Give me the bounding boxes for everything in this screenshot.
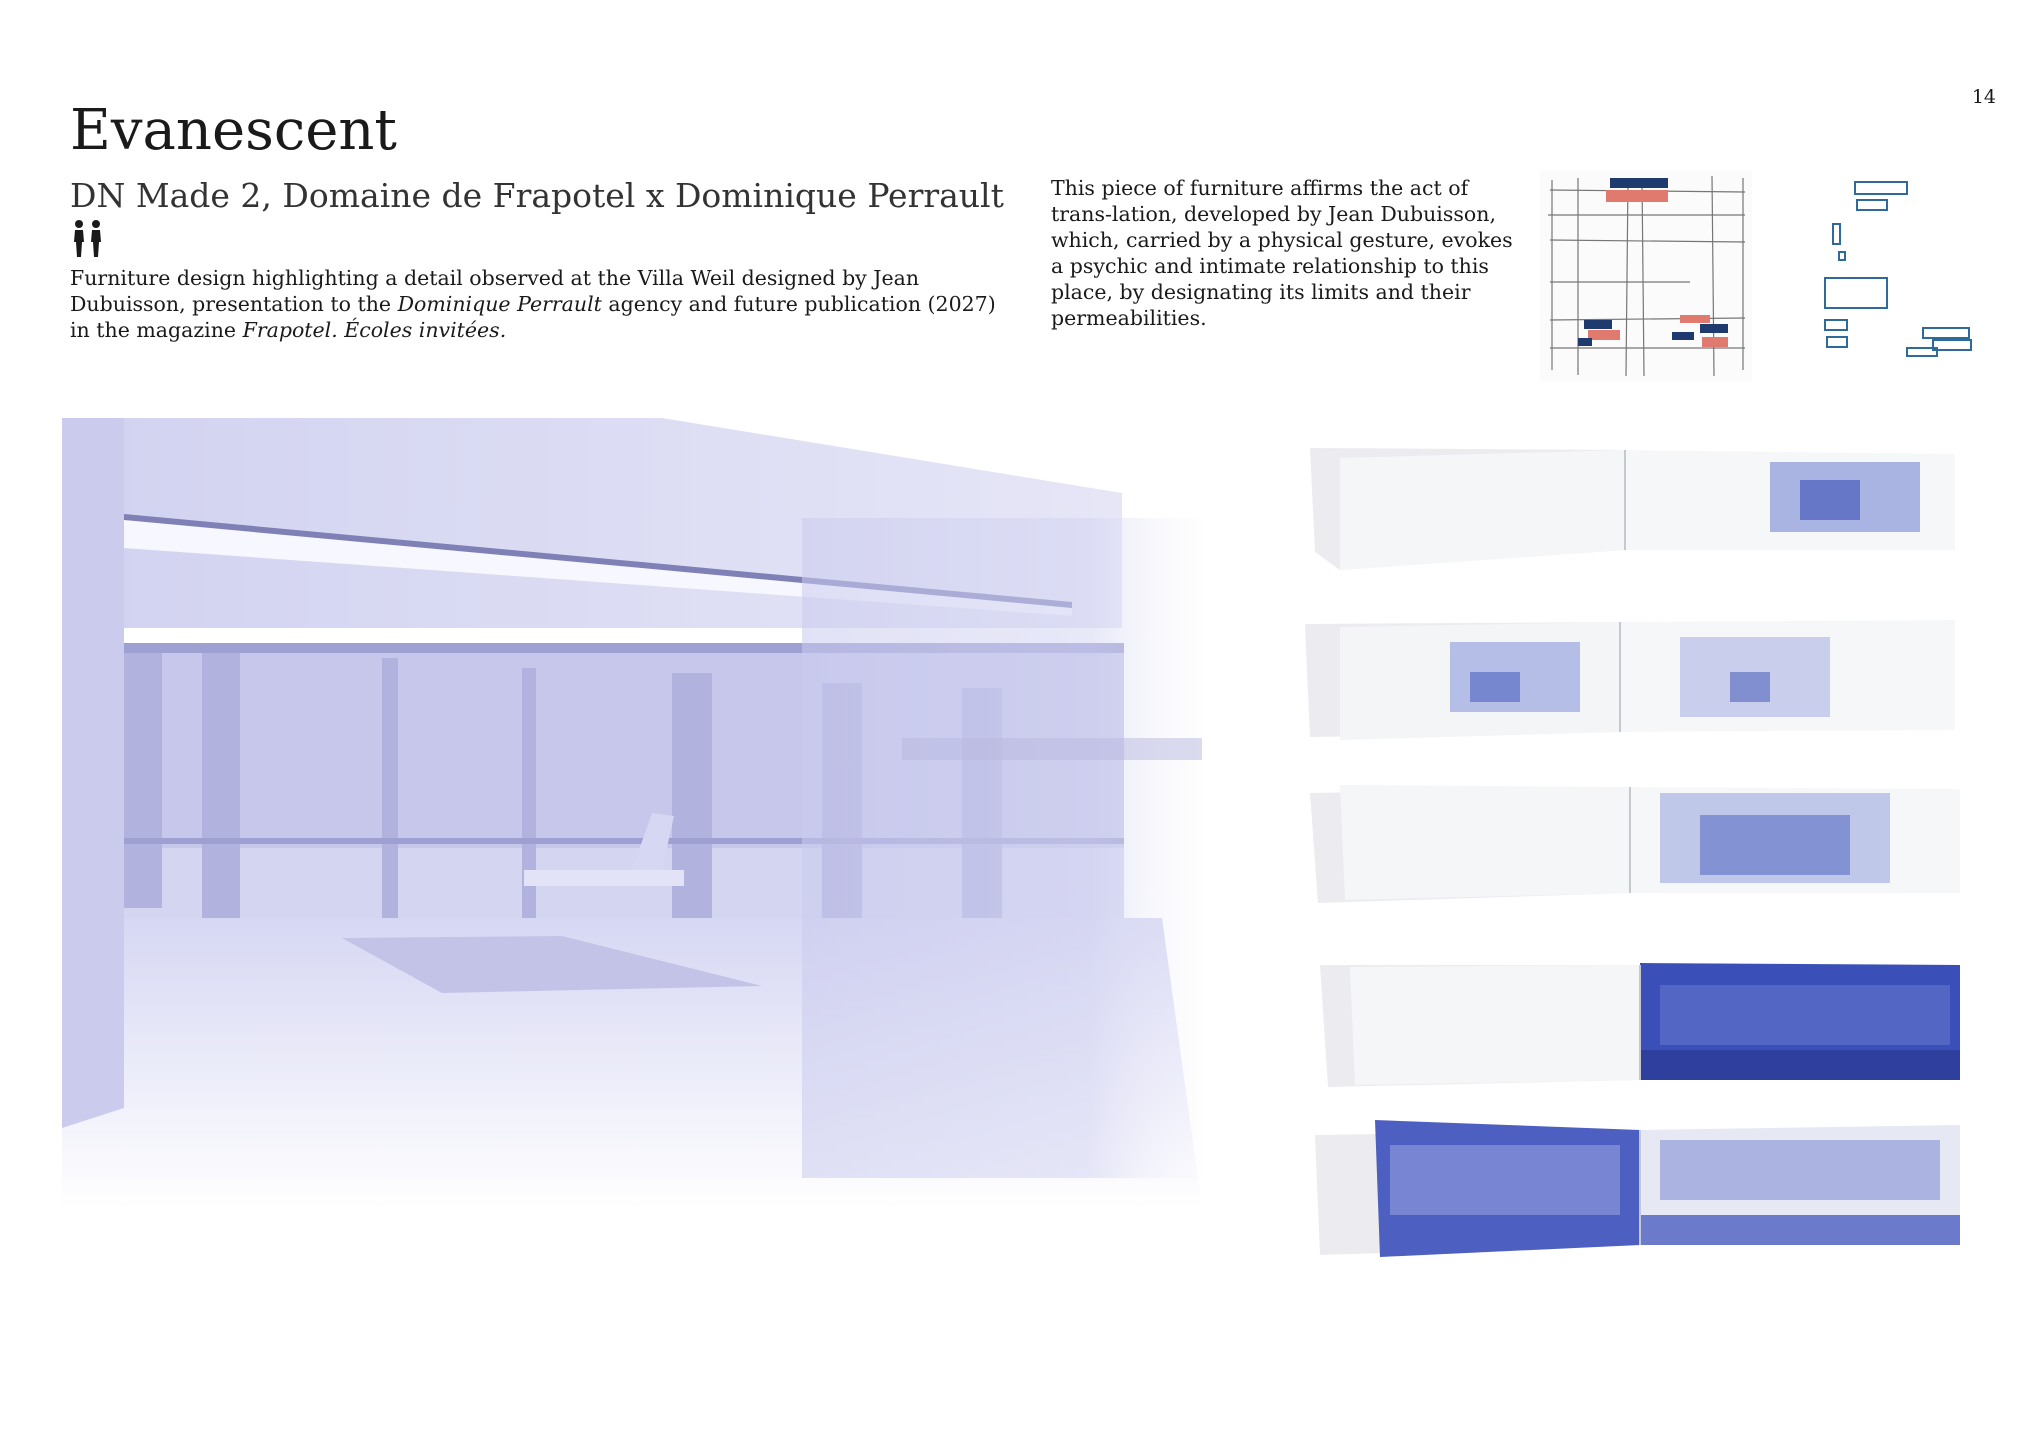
page-number: 14 (1971, 86, 1996, 108)
sketch-grid-drawing (1540, 170, 1752, 382)
two-people-silhouette-icon (70, 219, 106, 259)
book-photo-3 (1300, 775, 1965, 915)
intro-text-1: Furniture design highlighting a detail observed at the Villa Weil designed by Jean Dubuisson, presentation to the (70, 266, 920, 316)
villa-interior-render-image (62, 418, 1202, 1208)
book-photo-1 (1300, 440, 1965, 580)
book-photo-2 (1300, 612, 1965, 752)
book-photo-4 (1300, 955, 1965, 1095)
sketch-rectangles-drawing (1785, 170, 2000, 382)
page-subtitle: DN Made 2, Domaine de Frapotel x Dominique Perrault (70, 176, 1004, 215)
page-title: Evanescent (70, 98, 397, 163)
agency-name: Dominique Perrault (397, 292, 602, 316)
design-statement: This piece of furniture affirms the act of trans-lation, developed by Jean Dubuisson, which, carried by a physical gesture, evokes a psychic and intimate relationship to this place, by designating its limits and their permeabilities. (1051, 176, 1513, 330)
project-description (70, 265, 1000, 343)
book-photo-5 (1300, 1115, 1965, 1265)
intro-text-2: agency and future publication (2027) in the magazine (70, 292, 996, 342)
magazine-name: Frapotel. Écoles invitées. (242, 318, 507, 342)
